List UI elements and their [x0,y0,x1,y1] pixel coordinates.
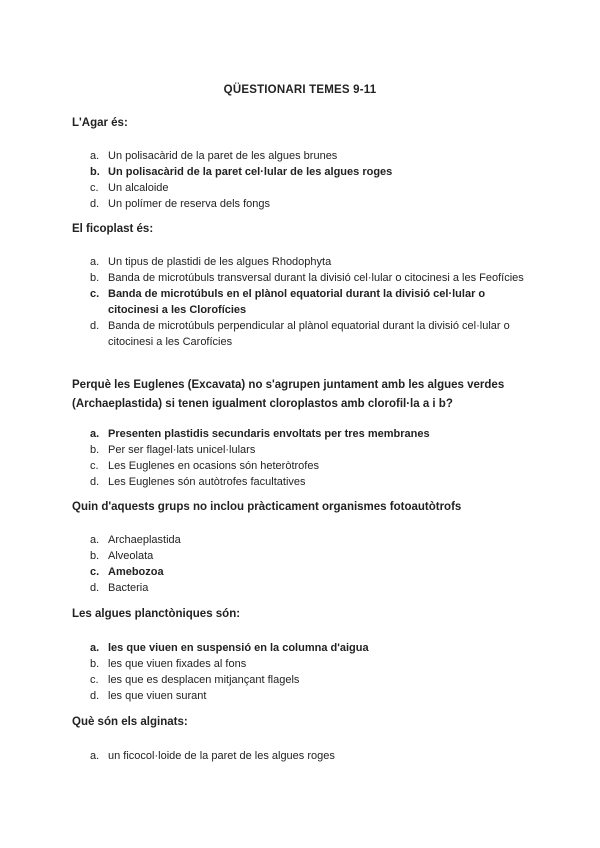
option-5a-correct [72,640,532,656]
option-text: Les Euglenes en ocasions són heteròtrofes [108,460,319,472]
option-letter: a. [90,150,100,162]
question-4: Quin d'aquests grups no inclou pràcticament organismes fotoautòtrofs [72,501,462,513]
option-text: les que viuen fixades al fons [108,658,247,670]
option-text: Alveolata [108,550,154,562]
option-5d [72,688,532,704]
option-text: Un polímer de reserva dels fongs [108,198,271,210]
option-letter: a. [90,534,100,546]
option-4c-correct [72,564,532,580]
option-letter: d. [90,198,100,210]
option-4d [72,580,532,596]
option-letter: d. [90,476,100,488]
option-text: Presenten plastidis secundaris envoltats per tres membranes [108,428,430,440]
option-letter: a. [90,428,100,440]
option-5c [72,672,532,688]
option-text: Banda de microtúbuls en el plànol equatorial durant la divisió cel·lular o citocinesi a les Clorofícies [108,288,486,316]
option-letter: b. [90,166,100,178]
option-3b [72,442,532,458]
option-text: les que es desplacen mitjançant flagels [108,674,300,686]
option-letter: d. [90,320,100,332]
option-text: Un polisacàrid de la paret cel·lular de les algues roges [108,166,393,178]
option-1d [72,196,532,212]
option-text: Archaeplastida [108,534,181,546]
question-2: El ficoplast és: [72,223,154,235]
option-letter: a. [90,256,100,268]
option-text: Amebozoa [108,566,164,578]
option-2c-correct [72,286,532,318]
option-text: Bacteria [108,582,149,594]
option-letter: b. [90,550,100,562]
question-6-options [72,748,532,764]
option-6a [72,748,532,764]
option-text: Per ser flagel·lats unicel·lulars [108,444,256,456]
option-4b [72,548,532,564]
option-letter: b. [90,444,100,456]
option-1b-correct [72,164,532,180]
option-letter: a. [90,750,100,762]
question-1: L'Agar és: [72,117,128,129]
question-5-options [72,640,532,704]
option-1c [72,180,532,196]
option-2a [72,254,532,270]
option-text: Un tipus de plastidi de les algues Rhodophyta [108,256,332,268]
option-letter: c. [90,460,99,472]
option-text: Un alcaloide [108,182,169,194]
option-letter: a. [90,642,100,654]
question-3-options [72,426,532,490]
option-2d [72,318,532,350]
option-letter: b. [90,658,100,670]
page-title: QÜESTIONARI TEMES 9-11 [223,84,377,96]
question-6: Què són els alginats: [72,716,188,728]
option-5b [72,656,532,672]
option-letter: c. [90,288,100,300]
option-text: les que viuen en suspensió en la columna d'aigua [108,642,369,654]
option-3a-correct [72,426,532,442]
option-letter: b. [90,272,100,284]
question-3: Perquè les Euglenes (Excavata) no s'agrupen juntament amb les algues verdes (Archaeplastida) si tenen igualment cloroplastos amb clorofil·la a i b? [72,379,505,410]
option-letter: d. [90,582,100,594]
option-text: Banda de microtúbuls perpendicular al plànol equatorial durant la divisió cel·lular o citocinesi a les Carofícies [108,320,510,348]
option-letter: c. [90,182,99,194]
option-text: Banda de microtúbuls transversal durant la divisió cel·lular o citocinesi a les Feofícies [108,272,524,284]
question-4-options [72,532,532,596]
option-text: les que viuen surant [108,690,207,702]
option-letter: d. [90,690,100,702]
option-4a [72,532,532,548]
option-letter: c. [90,566,100,578]
question-5: Les algues planctòniques són: [72,608,241,620]
option-3d [72,474,532,490]
option-1a [72,148,532,164]
option-3c [72,458,532,474]
option-letter: c. [90,674,99,686]
option-2b [72,270,532,286]
option-text: Les Euglenes són autòtrofes facultatives [108,476,306,488]
option-text: un ficocol·loide de la paret de les algues roges [108,750,335,762]
question-2-options [72,254,532,350]
option-text: Un polisacàrid de la paret de les algues brunes [108,150,338,162]
question-1-options [72,148,532,212]
